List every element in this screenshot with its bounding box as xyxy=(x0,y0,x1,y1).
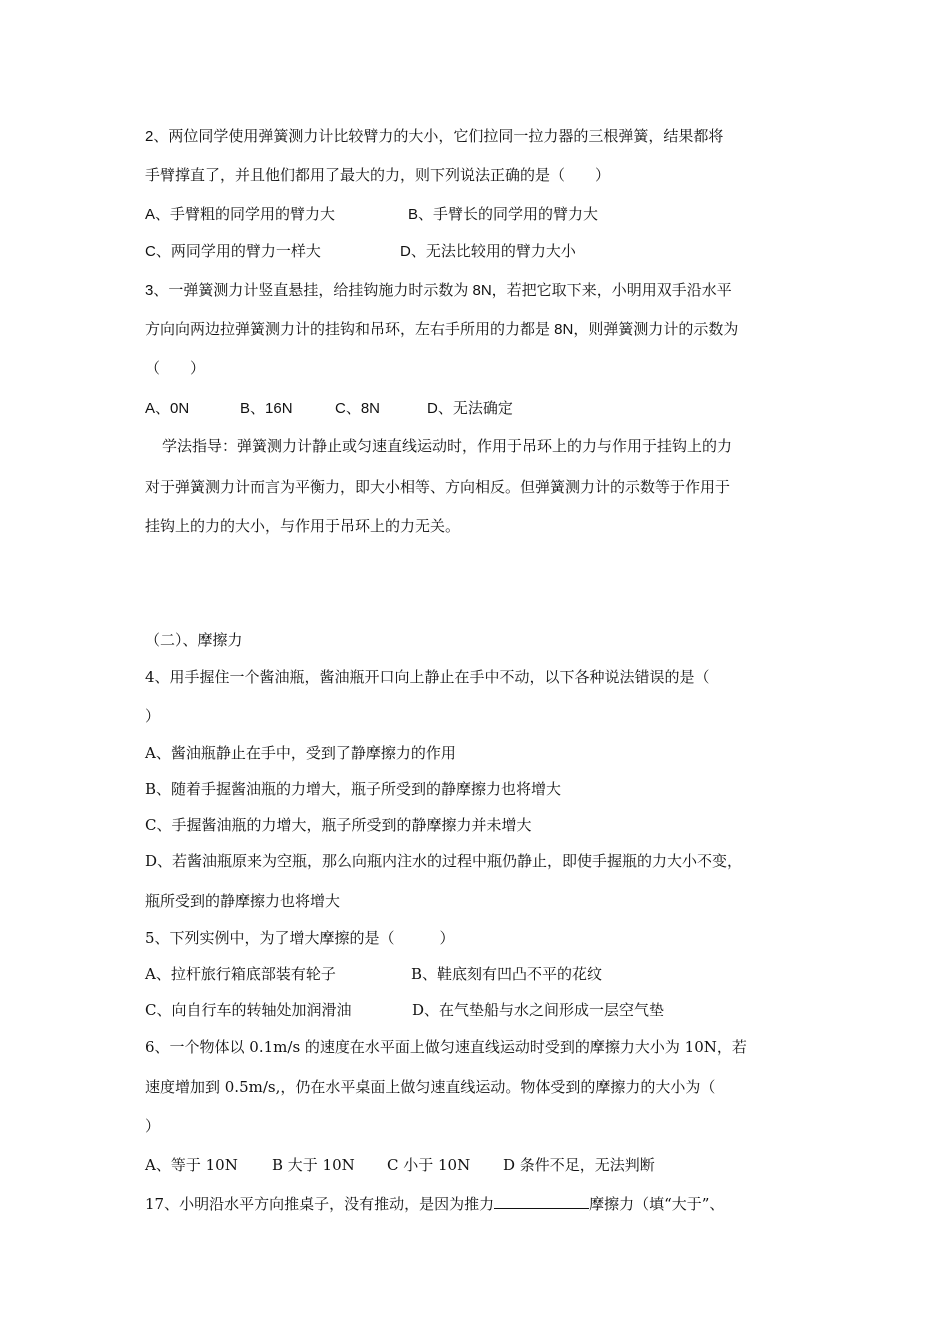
q2-option-d: D、无法比较用的臂力大小 xyxy=(400,243,576,260)
q4-option-d-line1: D、若酱油瓶原来为空瓶，那么向瓶内注水的过程中瓶仍静止，即使手握瓶的力大小不变， xyxy=(145,852,743,870)
q6-option-d: D 条件不足，无法判断 xyxy=(503,1156,655,1174)
q4-option-a: A、酱油瓶静止在手中，受到了静摩擦力的作用 xyxy=(145,744,456,762)
q2-line2: 手臂撑直了，并且他们都用了最大的力，则下列说法正确的是（ ） xyxy=(145,167,611,184)
q5-option-a: A、拉杆旅行箱底部装有轮子 xyxy=(145,965,336,983)
q6-line3: ） xyxy=(145,1117,161,1135)
guide-line1: 学法指导：弹簧测力计静止或匀速直线运动时，作用于吊环上的力与作用于挂钩上的力 xyxy=(162,438,733,455)
q17-prefix: 17、小明沿水平方向推桌子，没有推动，是因为推力 xyxy=(145,1195,495,1213)
q6-line1: 6、一个物体以 0.1m/s 的速度在水平面上做匀速直线运动时受到的摩擦力大小为 10N，若 xyxy=(145,1038,747,1056)
q6-option-c: C 小于 10N xyxy=(387,1156,471,1174)
q2-option-b: B、手臂长的同学用的臂力大 xyxy=(408,206,599,223)
q4-option-c: C、手握酱油瓶的力增大，瓶子所受到的静摩擦力并未增大 xyxy=(145,816,532,834)
q3-option-a: A、0N xyxy=(145,400,190,417)
q3-line1: 3、一弹簧测力计竖直悬挂，给挂钩施力时示数为 8N，若把它取下来，小明用双手沿水平 xyxy=(145,282,732,299)
q3-option-d: D、无法确定 xyxy=(427,400,513,417)
q3-option-b: B、16N xyxy=(240,400,293,417)
q2-option-c: C、两同学用的臂力一样大 xyxy=(145,243,321,260)
q3-option-c: C、8N xyxy=(335,400,381,417)
guide-line3: 挂钩上的力的大小，与作用于吊环上的力无关。 xyxy=(145,518,461,535)
q6-option-b: B 大于 10N xyxy=(272,1156,355,1174)
q4-line1: 4、用手握住一个酱油瓶，酱油瓶开口向上静止在手中不动，以下各种说法错误的是（ xyxy=(145,668,710,686)
q6-option-a: A、等于 10N xyxy=(145,1156,238,1174)
section-heading-friction: （二）、摩擦力 xyxy=(145,631,243,649)
q4-option-b: B、随着手握酱油瓶的力增大，瓶子所受到的静摩擦力也将增大 xyxy=(145,780,562,798)
guide-line2: 对于弹簧测力计而言为平衡力，即大小相等、方向相反。但弹簧测力计的示数等于作用于 xyxy=(145,479,731,496)
q17-suffix: 摩擦力（填“大于”、 xyxy=(589,1195,725,1213)
answer-blank[interactable] xyxy=(494,1194,589,1209)
q5-line1: 5、下列实例中，为了增大摩擦的是（ ） xyxy=(145,929,455,947)
q3-line3: （ ） xyxy=(145,360,206,377)
q5-option-b: B、鞋底刻有凹凸不平的花纹 xyxy=(411,965,603,983)
q2-option-a: A、手臂粗的同学用的臂力大 xyxy=(145,206,336,223)
q6-line2: 速度增加到 0.5m/s,，仍在水平桌面上做匀速直线运动。物体受到的摩擦力的大小为（ xyxy=(145,1078,716,1096)
q4-line2: ） xyxy=(145,707,161,725)
q3-line2: 方向向两边拉弹簧测力计的挂钩和吊环，左右手所用的力都是 8N，则弹簧测力计的示数为 xyxy=(145,321,739,338)
q5-option-d: D、在气垫船与水之间形成一层空气垫 xyxy=(412,1001,665,1019)
q17-line1 xyxy=(145,1194,724,1214)
q2-line1: 2、两位同学使用弹簧测力计比较臂力的大小，它们拉同一拉力器的三根弹簧，结果都将 xyxy=(145,128,724,145)
q5-option-c: C、向自行车的转轴处加润滑油 xyxy=(145,1001,352,1019)
q4-option-d-line2: 瓶所受到的静摩擦力也将增大 xyxy=(145,892,341,910)
